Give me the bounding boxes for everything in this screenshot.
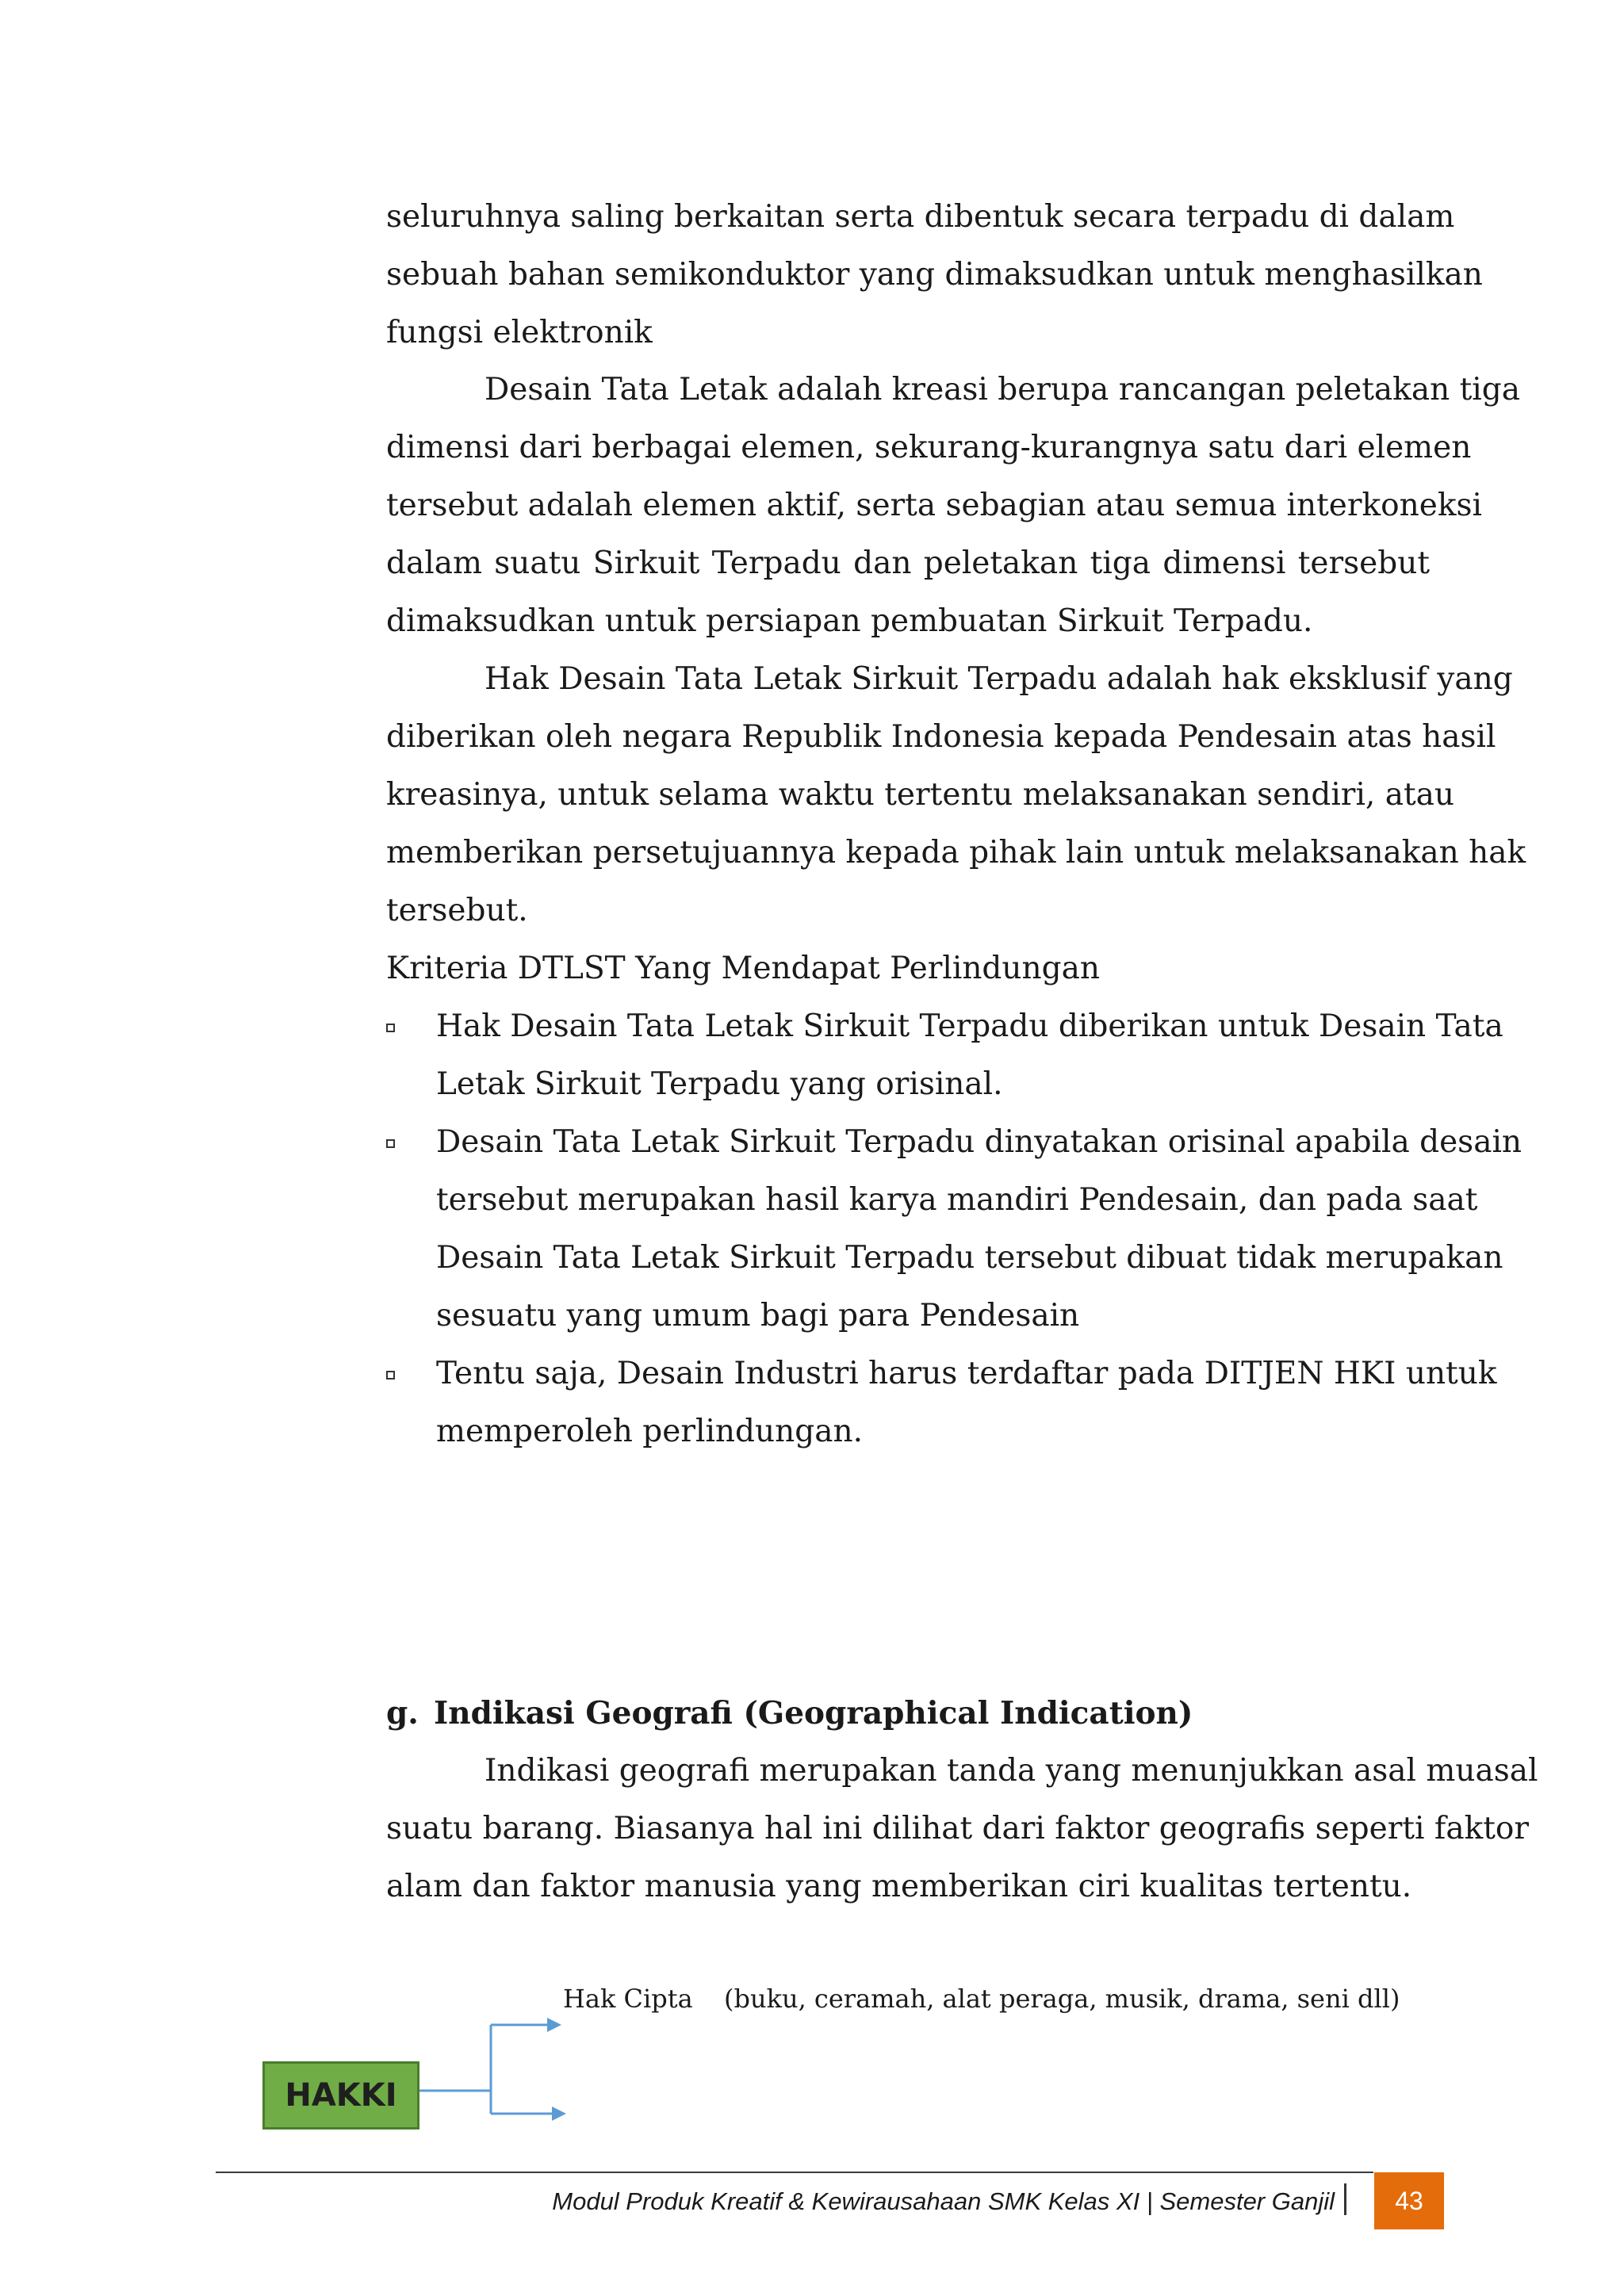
text-line: memberikan persetujuannya kepada pihak lain untuk melaksanakan hak [386, 835, 1526, 871]
footer-separator [1344, 2183, 1346, 2215]
square-bullet-icon [386, 1024, 395, 1032]
square-bullet-icon [386, 1139, 395, 1148]
criteria-title: Kriteria DTLST Yang Mendapat Perlindungan [386, 951, 1100, 986]
list-item-line: Hak Desain Tata Letak Sirkuit Terpadu diberikan untuk Desain Tata [436, 1008, 1503, 1044]
list-item-line: Desain Tata Letak Sirkuit Terpadu tersebut dibuat tidak merupakan [436, 1240, 1503, 1276]
text-line: suatu barang. Biasanya hal ini dilihat dari faktor geografis seperti faktor [386, 1811, 1530, 1846]
text-line: Hak Desain Tata Letak Sirkuit Terpadu adalah hak eksklusif yang [485, 661, 1513, 697]
square-bullet-icon [386, 1371, 395, 1380]
arrow-head-icon [552, 2107, 566, 2121]
footer-rule [216, 2172, 1373, 2173]
text-line: dimensi dari berbagai elemen, sekurang-kurangnya satu dari elemen [386, 430, 1472, 465]
branch-description: (buku, ceramah, alat peraga, musik, drama, seni dll) [724, 1984, 1400, 2014]
list-item-line: tersebut merupakan hasil karya mandiri Pendesain, dan pada saat [436, 1182, 1478, 1218]
list-item-line: memperoleh perlindungan. [436, 1414, 863, 1449]
text-line: Indikasi geografi merupakan tanda yang menunjukkan asal muasal [485, 1753, 1538, 1789]
page-number: 43 [1374, 2172, 1444, 2229]
arrow-head-icon [547, 2018, 561, 2032]
text-line: Desain Tata Letak adalah kreasi berupa rancangan peletakan tiga [485, 372, 1520, 408]
text-line: kreasinya, untuk selama waktu tertentu melaksanakan sendiri, atau [386, 777, 1455, 813]
list-item-line: Desain Tata Letak Sirkuit Terpadu dinyatakan orisinal apabila desain [436, 1124, 1522, 1160]
text-line: tersebut. [386, 893, 528, 928]
section-title: Indikasi Geografi (Geographical Indication) [434, 1695, 1193, 1732]
section-marker: g. [386, 1695, 419, 1732]
text-line: fungsi elektronik [386, 315, 653, 350]
text-line: dimaksudkan untuk persiapan pembuatan Sirkuit Terpadu. [386, 603, 1313, 639]
text-line: diberikan oleh negara Republik Indonesia kepada Pendesain atas hasil [386, 719, 1496, 755]
list-item-line: sesuatu yang umum bagi para Pendesain [436, 1298, 1080, 1334]
section-heading [386, 1689, 1193, 1737]
footer-text: Modul Produk Kreatif & Kewirausahaan SMK Kelas XI | Semester Ganjil [552, 2187, 1335, 2215]
list-item-line: Tentu saja, Desain Industri harus terdaftar pada DITJEN HKI untuk [436, 1356, 1497, 1391]
text-line: seluruhnya saling berkaitan serta dibentuk secara terpadu di dalam [386, 199, 1455, 235]
text-line: alam dan faktor manusia yang memberikan ciri kualitas tertentu. [386, 1869, 1412, 1904]
text-line: tersebut adalah elemen aktif, serta sebagian atau semua interkoneksi [386, 488, 1482, 523]
list-item-line: Letak Sirkuit Terpadu yang orisinal. [436, 1066, 1003, 1102]
text-line: sebuah bahan semikonduktor yang dimaksudkan untuk menghasilkan [386, 257, 1483, 293]
hakki-box: HAKKI [262, 2061, 419, 2130]
text-line: dalam suatu Sirkuit Terpadu dan peletakan tiga dimensi tersebut [386, 545, 1430, 581]
branch-label: Hak Cipta [563, 1984, 693, 2014]
